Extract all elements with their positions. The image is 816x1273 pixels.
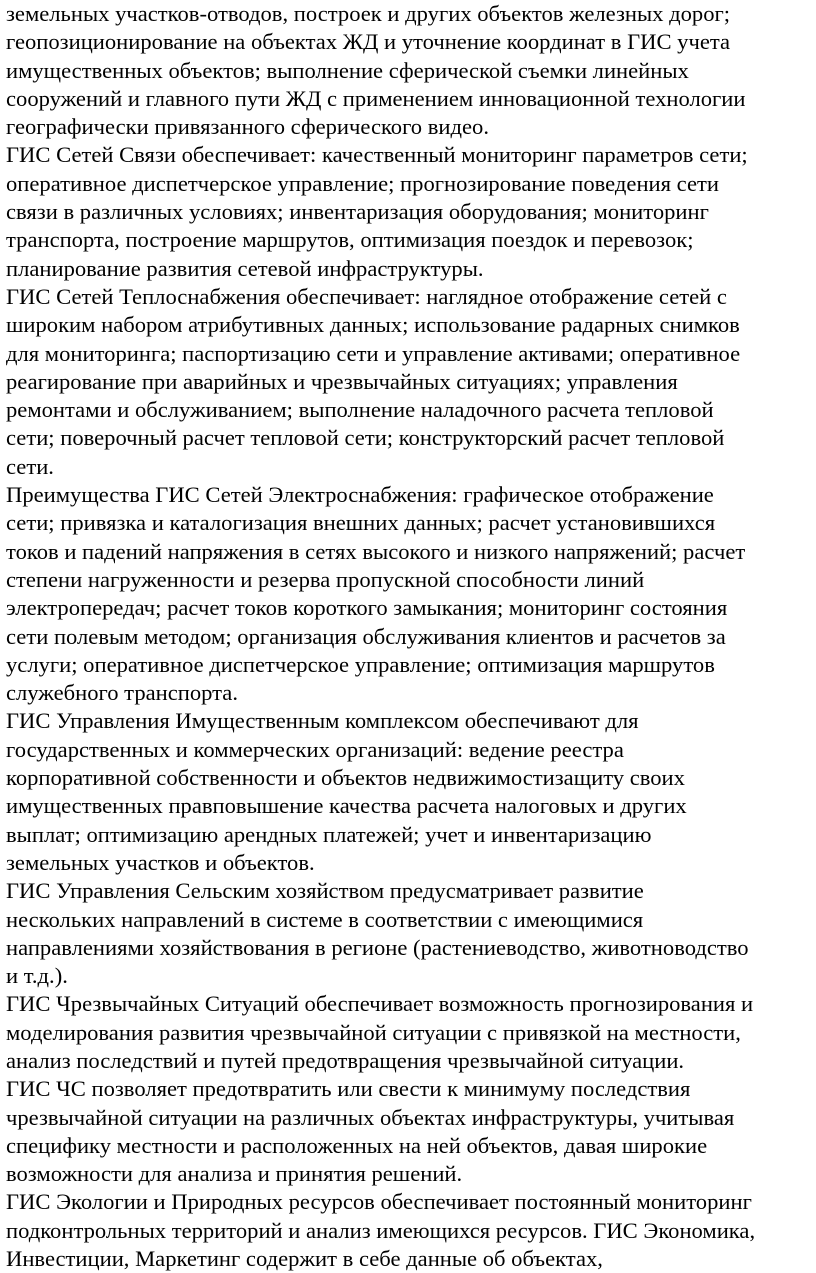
text-line: служебного транспорта. [6,680,238,706]
text-line: моделирования развития чрезвычайной ситуации с привязкой на местности, [6,1019,741,1045]
text-line: сети; поверочный расчет тепловой сети; конструкторский расчет тепловой [6,425,725,451]
text-line: возможности для анализа и принятия решений. [6,1161,463,1187]
text-line: имущественных правповышение качества расчета налоговых и других [6,793,687,819]
text-line: ремонтами и обслуживанием; выполнение наладочного расчета тепловой [6,397,714,423]
text-line: услуги; оперативное диспетчерское управление; оптимизация маршрутов [6,651,715,677]
text-line: ГИС Экологии и Природных ресурсов обеспечивает постоянный мониторинг [6,1189,752,1215]
text-line: государственных и коммерческих организаций: ведение реестра [6,736,624,762]
text-line: реагирование при аварийных и чрезвычайных ситуациях; управления [6,368,678,394]
text-line: Инвестиции, Маркетинг содержит в себе данные об объектах, [6,1246,603,1272]
text-line: планирование развития сетевой инфраструктуры. [6,255,484,281]
text-line: чрезвычайной ситуации на различных объектах инфраструктуры, учитывая [6,1104,735,1130]
text-line: и т.д.). [6,963,68,989]
text-line: земельных участков и объектов. [6,849,315,875]
text-line: связи в различных условиях; инвентаризация оборудования; мониторинг [6,199,709,225]
text-line: Преимущества ГИС Сетей Электроснабжения: графическое отображение [6,482,714,508]
text-line: ГИС Сетей Связи обеспечивает: качественный мониторинг параметров сети; [6,142,748,168]
text-line: транспорта, построение маршрутов, оптимизация поездок и перевозок; [6,227,694,253]
text-line: сети; привязка и каталогизация внешних данных; расчет установившихся [6,510,716,536]
text-line: сооружений и главного пути ЖД с применением инновационной технологии [6,85,746,111]
text-line: ГИС ЧС позволяет предотвратить или свести к минимуму последствия [6,1076,691,1102]
text-line: токов и падений напряжения в сетях высокого и низкого напряжений; расчет [6,538,746,564]
text-line: нескольких направлений в системе в соответствии с имеющимися [6,906,644,932]
text-line: географически привязанного сферического видео. [6,114,489,140]
text-line: ГИС Чрезвычайных Ситуаций обеспечивает возможность прогнозирования и [6,991,754,1017]
text-line: ГИС Сетей Теплоснабжения обеспечивает: наглядное отображение сетей с [6,283,727,309]
text-line: анализ последствий и путей предотвращения чрезвычайной ситуации. [6,1047,685,1073]
text-line: подконтрольных территорий и анализ имеющихся ресурсов. ГИС Экономика, [6,1217,756,1243]
text-line: ГИС Управления Имущественным комплексом обеспечивают для [6,708,639,734]
text-line: для мониторинга; паспортизацию сети и управление активами; оперативное [6,340,741,366]
text-line: земельных участков-отводов, построек и других объектов железных дорог; [6,1,731,26]
text-line: ГИС Управления Сельским хозяйством предусматривает развитие [6,878,644,904]
text-line: имущественных объектов; выполнение сферической съемки линейных [6,57,689,83]
text-line: геопозиционирование на объектах ЖД и уточнение координат в ГИС учета [6,29,731,55]
text-line: корпоративной собственности и объектов недвижимостизащиту своих [6,765,685,791]
text-line: степени нагруженности и резерва пропускной способности линий [6,566,645,592]
text-line: электропередач; расчет токов короткого замыкания; мониторинг состояния [6,595,728,621]
text-line: оперативное диспетчерское управление; прогнозирование поведения сети [6,170,719,196]
text-line: выплат; оптимизацию арендных платежей; учет и инвентаризацию [6,821,652,847]
text-line: широким набором атрибутивных данных; использование радарных снимков [6,312,740,338]
text-line: сети. [6,453,54,479]
text-line: сети полевым методом; организация обслуживания клиентов и расчетов за [6,623,726,649]
text-line: специфику местности и расположенных на ней объектов, давая широкие [6,1132,708,1158]
text-line: направлениями хозяйствования в регионе (растениеводство, животноводство [6,934,749,960]
